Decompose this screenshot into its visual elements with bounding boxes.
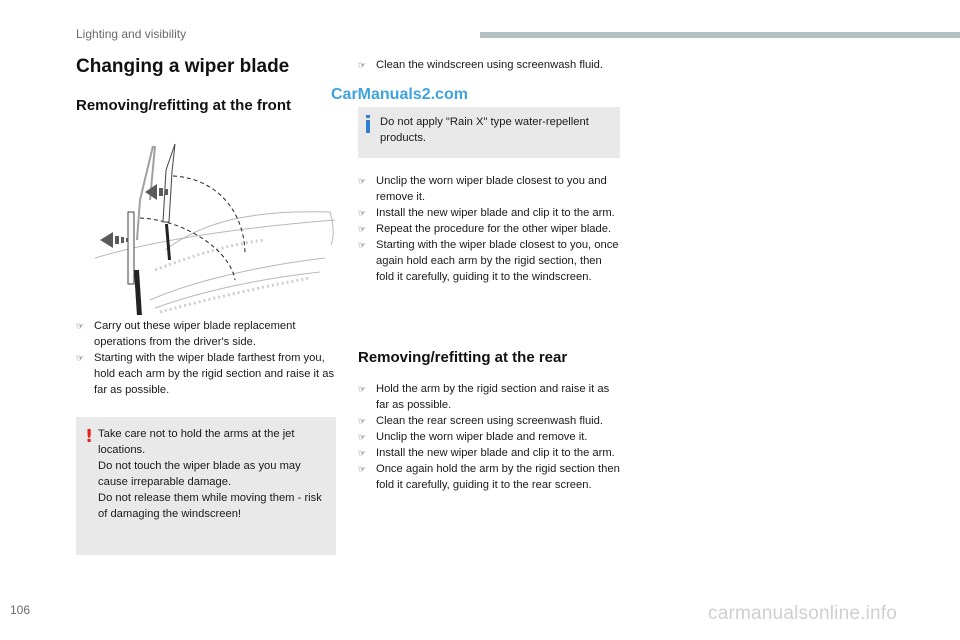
rear-steps-list	[358, 381, 620, 493]
front-heading: Removing/refitting at the front	[76, 97, 291, 114]
list-item: ☞ Clean the rear screen using screenwash fluid.	[358, 415, 603, 427]
list-item: ☞ Install the new wiper blade and clip it to the arm.	[358, 207, 615, 219]
list-item: ☞ Repeat the procedure for the other wiper blade.	[358, 223, 612, 235]
info-text: Do not apply "Rain X" type water-repellent products.	[380, 116, 589, 144]
pointing-hand-icon: ☞	[358, 384, 367, 394]
info-icon	[366, 115, 370, 133]
wiper-illustration	[95, 140, 335, 315]
info-box	[358, 107, 620, 158]
list-item: ☞ Unclip the worn wiper blade closest to you and remove it.	[358, 175, 607, 203]
pointing-hand-icon: ☞	[358, 60, 367, 70]
list-item: ☞ Carry out these wiper blade replacement operations from the driver's side.	[76, 320, 296, 348]
exclamation-icon: !	[85, 426, 94, 447]
site-watermark[interactable]: CarManuals2.com	[331, 86, 468, 103]
pointing-hand-icon: ☞	[76, 321, 85, 331]
pointing-hand-icon: ☞	[358, 448, 367, 458]
list-item: ☞ Starting with the wiper blade closest to you, once again hold each arm by the rigid section, then fold it carefully, guiding it to the windscreen.	[358, 239, 619, 283]
pointing-hand-icon: ☞	[358, 176, 367, 186]
list-item: ☞ Once again hold the arm by the rigid section then fold it carefully, guiding it to the rear screen.	[358, 463, 620, 491]
pointing-hand-icon: ☞	[358, 432, 367, 442]
pointing-hand-icon: ☞	[358, 224, 367, 234]
list-item: ☞ Starting with the wiper blade farthest from you, hold each arm by the rigid section and raise it as far as possible.	[76, 352, 335, 396]
pointing-hand-icon: ☞	[358, 240, 367, 250]
list-item: ☞ Hold the arm by the rigid section and raise it as far as possible.	[358, 383, 610, 411]
list-item: ☞ Install the new wiper blade and clip it to the arm.	[358, 447, 615, 459]
rear-heading: Removing/refitting at the rear	[358, 349, 568, 366]
list-item: ☞ Unclip the worn wiper blade and remove it.	[358, 431, 588, 443]
list-item: ☞ Clean the windscreen using screenwash fluid.	[358, 59, 603, 71]
page-number: 106	[10, 603, 31, 617]
pointing-hand-icon: ☞	[358, 208, 367, 218]
clean-step-list	[358, 57, 620, 73]
pointing-hand-icon: ☞	[358, 464, 367, 474]
page-title: Changing a wiper blade	[76, 56, 290, 77]
warning-box	[76, 417, 336, 555]
section-label: Lighting and visibility	[76, 27, 187, 41]
warning-text: Take care not to hold the arms at the jet locations. Do not touch the wiper blade as you may cause irreparable damage. Do not release them while moving them - risk of damaging the windscreen!	[98, 428, 322, 520]
pointing-hand-icon: ☞	[76, 353, 85, 363]
pointing-hand-icon: ☞	[358, 416, 367, 426]
footer-watermark[interactable]: carmanualsonline.info	[708, 603, 898, 624]
front-steps-list	[76, 318, 336, 398]
right-steps-list	[358, 173, 620, 285]
header-bar	[480, 32, 960, 38]
